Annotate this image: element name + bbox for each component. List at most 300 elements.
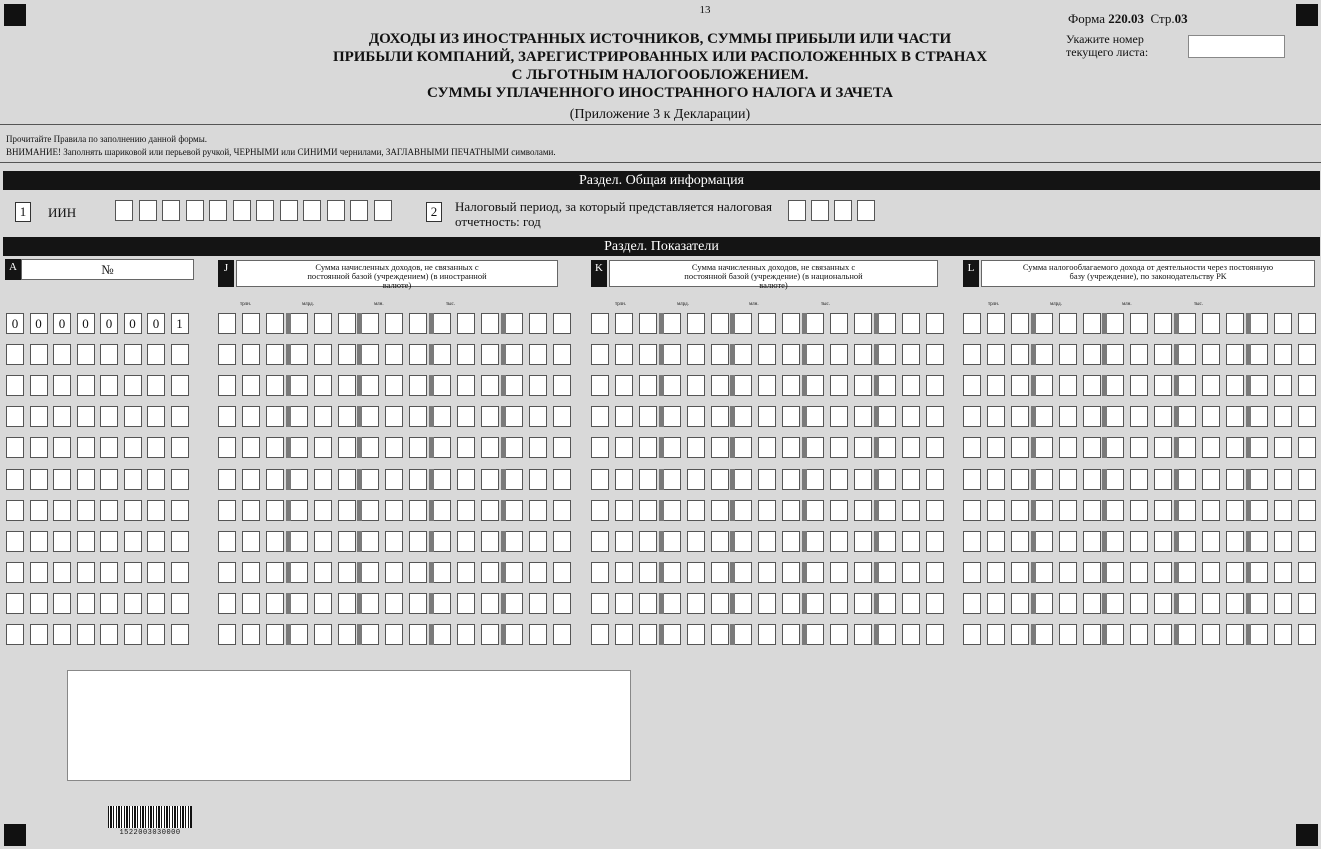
row-number-cell[interactable] [6,344,24,365]
taxable-income-cell[interactable] [1298,406,1316,427]
amount-national-currency-cell[interactable] [806,406,824,427]
row-number-cell[interactable] [6,375,24,396]
amount-national-currency-cell[interactable] [711,531,729,552]
iin-digit-cell[interactable] [280,200,298,221]
amount-national-currency-cell[interactable] [758,375,776,396]
amount-foreign-currency-cell[interactable] [218,593,236,614]
row-number-cell[interactable] [30,624,48,645]
taxable-income-cell[interactable] [963,469,981,490]
amount-national-currency-cell[interactable] [758,531,776,552]
taxable-income-cell[interactable] [1274,562,1292,583]
amount-national-currency-cell[interactable] [782,437,800,458]
amount-foreign-currency-cell[interactable] [433,313,451,334]
amount-national-currency-cell[interactable] [854,437,872,458]
amount-foreign-currency-cell[interactable] [481,375,499,396]
row-number-cell[interactable] [171,469,189,490]
row-number-cell[interactable] [53,562,71,583]
taxable-income-cell[interactable] [1274,624,1292,645]
taxable-income-cell[interactable] [1178,313,1196,334]
row-number-cell[interactable] [6,500,24,521]
amount-foreign-currency-cell[interactable] [314,406,332,427]
amount-national-currency-cell[interactable] [591,344,609,365]
amount-foreign-currency-cell[interactable] [290,344,308,365]
amount-national-currency-cell[interactable] [902,624,920,645]
taxable-income-cell[interactable] [1298,500,1316,521]
amount-national-currency-cell[interactable] [854,344,872,365]
amount-foreign-currency-cell[interactable] [553,469,571,490]
amount-national-currency-cell[interactable] [615,562,633,583]
amount-foreign-currency-cell[interactable] [553,593,571,614]
amount-foreign-currency-cell[interactable] [505,469,523,490]
amount-national-currency-cell[interactable] [591,531,609,552]
taxable-income-cell[interactable] [1059,437,1077,458]
amount-foreign-currency-cell[interactable] [266,469,284,490]
amount-foreign-currency-cell[interactable] [314,437,332,458]
iin-digit-cell[interactable] [162,200,180,221]
amount-national-currency-cell[interactable] [878,313,896,334]
row-number-cell[interactable] [30,500,48,521]
amount-foreign-currency-cell[interactable] [553,437,571,458]
taxable-income-cell[interactable] [1202,531,1220,552]
amount-national-currency-cell[interactable] [591,313,609,334]
amount-national-currency-cell[interactable] [902,406,920,427]
amount-national-currency-cell[interactable] [734,437,752,458]
taxable-income-cell[interactable] [963,406,981,427]
amount-national-currency-cell[interactable] [687,344,705,365]
amount-foreign-currency-cell[interactable] [409,500,427,521]
taxable-income-cell[interactable] [1298,624,1316,645]
taxable-income-cell[interactable] [1130,375,1148,396]
amount-foreign-currency-cell[interactable] [409,531,427,552]
amount-national-currency-cell[interactable] [926,313,944,334]
amount-foreign-currency-cell[interactable] [433,406,451,427]
taxable-income-cell[interactable] [1011,406,1029,427]
taxable-income-cell[interactable] [1250,562,1268,583]
taxable-income-cell[interactable] [1298,593,1316,614]
amount-foreign-currency-cell[interactable] [361,437,379,458]
amount-foreign-currency-cell[interactable] [338,562,356,583]
taxable-income-cell[interactable] [963,593,981,614]
taxable-income-cell[interactable] [1130,500,1148,521]
amount-national-currency-cell[interactable] [854,624,872,645]
amount-national-currency-cell[interactable] [734,531,752,552]
amount-national-currency-cell[interactable] [615,344,633,365]
taxable-income-cell[interactable] [1178,406,1196,427]
amount-foreign-currency-cell[interactable] [505,375,523,396]
amount-foreign-currency-cell[interactable] [433,562,451,583]
amount-foreign-currency-cell[interactable] [409,624,427,645]
row-number-cell[interactable] [171,562,189,583]
amount-foreign-currency-cell[interactable] [266,375,284,396]
amount-national-currency-cell[interactable] [806,437,824,458]
amount-foreign-currency-cell[interactable] [481,624,499,645]
row-number-cell[interactable] [30,375,48,396]
amount-national-currency-cell[interactable] [663,406,681,427]
amount-national-currency-cell[interactable] [591,469,609,490]
amount-foreign-currency-cell[interactable] [290,469,308,490]
taxable-income-cell[interactable] [1083,469,1101,490]
taxable-income-cell[interactable] [1130,593,1148,614]
amount-national-currency-cell[interactable] [926,469,944,490]
row-number-cell[interactable] [77,469,95,490]
amount-national-currency-cell[interactable] [711,406,729,427]
taxable-income-cell[interactable] [1130,437,1148,458]
taxable-income-cell[interactable] [1178,624,1196,645]
amount-foreign-currency-cell[interactable] [218,313,236,334]
row-number-cell[interactable] [53,375,71,396]
taxable-income-cell[interactable] [1154,531,1172,552]
row-number-cell[interactable] [124,406,142,427]
amount-foreign-currency-cell[interactable] [553,500,571,521]
row-number-cell[interactable] [30,593,48,614]
taxable-income-cell[interactable] [1154,624,1172,645]
taxable-income-cell[interactable] [1011,344,1029,365]
amount-national-currency-cell[interactable] [806,531,824,552]
taxable-income-cell[interactable] [1202,562,1220,583]
iin-digit-cell[interactable] [303,200,321,221]
amount-national-currency-cell[interactable] [830,344,848,365]
amount-foreign-currency-cell[interactable] [457,406,475,427]
taxable-income-cell[interactable] [963,344,981,365]
row-number-cell[interactable] [124,469,142,490]
taxable-income-cell[interactable] [1154,469,1172,490]
taxable-income-cell[interactable] [1011,624,1029,645]
amount-foreign-currency-cell[interactable] [409,313,427,334]
taxable-income-cell[interactable] [1106,344,1124,365]
amount-foreign-currency-cell[interactable] [314,531,332,552]
amount-foreign-currency-cell[interactable] [481,531,499,552]
amount-national-currency-cell[interactable] [711,593,729,614]
amount-foreign-currency-cell[interactable] [457,500,475,521]
amount-national-currency-cell[interactable] [806,562,824,583]
amount-foreign-currency-cell[interactable] [242,437,260,458]
taxable-income-cell[interactable] [1083,344,1101,365]
taxable-income-cell[interactable] [987,437,1005,458]
amount-national-currency-cell[interactable] [926,500,944,521]
tax-year-digit-cell[interactable] [834,200,852,221]
amount-national-currency-cell[interactable] [758,500,776,521]
notes-box[interactable] [67,670,631,781]
amount-national-currency-cell[interactable] [806,500,824,521]
row-number-cell[interactable] [124,500,142,521]
amount-foreign-currency-cell[interactable] [481,469,499,490]
amount-foreign-currency-cell[interactable] [409,344,427,365]
row-number-cell[interactable]: 1 [171,313,189,334]
amount-national-currency-cell[interactable] [639,624,657,645]
taxable-income-cell[interactable] [1130,406,1148,427]
row-number-cell[interactable] [171,406,189,427]
amount-foreign-currency-cell[interactable] [242,562,260,583]
amount-national-currency-cell[interactable] [687,562,705,583]
taxable-income-cell[interactable] [1154,562,1172,583]
row-number-cell[interactable] [53,469,71,490]
taxable-income-cell[interactable] [1035,500,1053,521]
taxable-income-cell[interactable] [1250,313,1268,334]
amount-national-currency-cell[interactable] [591,562,609,583]
amount-foreign-currency-cell[interactable] [266,593,284,614]
amount-national-currency-cell[interactable] [663,375,681,396]
amount-national-currency-cell[interactable] [926,593,944,614]
row-number-cell[interactable] [53,344,71,365]
amount-national-currency-cell[interactable] [758,469,776,490]
taxable-income-cell[interactable] [1011,313,1029,334]
row-number-cell[interactable] [100,500,118,521]
amount-national-currency-cell[interactable] [615,531,633,552]
amount-national-currency-cell[interactable] [663,313,681,334]
amount-foreign-currency-cell[interactable] [481,313,499,334]
amount-foreign-currency-cell[interactable] [338,437,356,458]
amount-national-currency-cell[interactable] [926,375,944,396]
taxable-income-cell[interactable] [1083,375,1101,396]
taxable-income-cell[interactable] [1178,593,1196,614]
amount-national-currency-cell[interactable] [830,531,848,552]
amount-national-currency-cell[interactable] [806,624,824,645]
amount-foreign-currency-cell[interactable] [290,406,308,427]
amount-national-currency-cell[interactable] [734,562,752,583]
row-number-cell[interactable] [147,562,165,583]
amount-national-currency-cell[interactable] [878,375,896,396]
amount-national-currency-cell[interactable] [711,313,729,334]
amount-foreign-currency-cell[interactable] [385,344,403,365]
taxable-income-cell[interactable] [987,593,1005,614]
taxable-income-cell[interactable] [1083,593,1101,614]
taxable-income-cell[interactable] [1250,593,1268,614]
amount-national-currency-cell[interactable] [878,344,896,365]
amount-national-currency-cell[interactable] [926,344,944,365]
taxable-income-cell[interactable] [1106,593,1124,614]
taxable-income-cell[interactable] [1274,313,1292,334]
taxable-income-cell[interactable] [987,500,1005,521]
row-number-cell[interactable] [53,406,71,427]
amount-foreign-currency-cell[interactable] [338,469,356,490]
amount-national-currency-cell[interactable] [591,375,609,396]
amount-foreign-currency-cell[interactable] [385,437,403,458]
taxable-income-cell[interactable] [1274,531,1292,552]
amount-national-currency-cell[interactable] [854,375,872,396]
row-number-cell[interactable]: 0 [30,313,48,334]
taxable-income-cell[interactable] [1178,469,1196,490]
amount-national-currency-cell[interactable] [687,593,705,614]
row-number-cell[interactable] [100,531,118,552]
taxable-income-cell[interactable] [1154,593,1172,614]
amount-foreign-currency-cell[interactable] [385,593,403,614]
amount-national-currency-cell[interactable] [615,624,633,645]
amount-national-currency-cell[interactable] [854,469,872,490]
amount-foreign-currency-cell[interactable] [433,593,451,614]
taxable-income-cell[interactable] [1154,406,1172,427]
taxable-income-cell[interactable] [1083,406,1101,427]
amount-foreign-currency-cell[interactable] [290,562,308,583]
amount-foreign-currency-cell[interactable] [361,313,379,334]
taxable-income-cell[interactable] [1202,500,1220,521]
amount-foreign-currency-cell[interactable] [553,406,571,427]
taxable-income-cell[interactable] [963,437,981,458]
amount-foreign-currency-cell[interactable] [361,469,379,490]
amount-foreign-currency-cell[interactable] [242,344,260,365]
amount-national-currency-cell[interactable] [926,562,944,583]
amount-foreign-currency-cell[interactable] [433,344,451,365]
row-number-cell[interactable] [100,593,118,614]
amount-foreign-currency-cell[interactable] [361,375,379,396]
taxable-income-cell[interactable] [1154,375,1172,396]
amount-national-currency-cell[interactable] [711,469,729,490]
amount-foreign-currency-cell[interactable] [409,437,427,458]
amount-national-currency-cell[interactable] [902,469,920,490]
amount-national-currency-cell[interactable] [663,531,681,552]
amount-national-currency-cell[interactable] [758,437,776,458]
taxable-income-cell[interactable] [1035,469,1053,490]
iin-digit-cell[interactable] [374,200,392,221]
taxable-income-cell[interactable] [1202,313,1220,334]
row-number-cell[interactable] [124,344,142,365]
taxable-income-cell[interactable] [1011,593,1029,614]
amount-foreign-currency-cell[interactable] [553,562,571,583]
amount-national-currency-cell[interactable] [639,593,657,614]
row-number-cell[interactable] [6,437,24,458]
amount-foreign-currency-cell[interactable] [433,500,451,521]
row-number-cell[interactable] [100,437,118,458]
amount-foreign-currency-cell[interactable] [385,500,403,521]
amount-national-currency-cell[interactable] [830,437,848,458]
row-number-cell[interactable] [147,469,165,490]
amount-national-currency-cell[interactable] [758,624,776,645]
taxable-income-cell[interactable] [1130,344,1148,365]
amount-foreign-currency-cell[interactable] [218,437,236,458]
amount-national-currency-cell[interactable] [854,500,872,521]
taxable-income-cell[interactable] [1106,531,1124,552]
row-number-cell[interactable] [30,562,48,583]
row-number-cell[interactable] [77,437,95,458]
taxable-income-cell[interactable] [1035,531,1053,552]
taxable-income-cell[interactable] [987,562,1005,583]
taxable-income-cell[interactable] [1178,531,1196,552]
taxable-income-cell[interactable] [1274,593,1292,614]
amount-foreign-currency-cell[interactable] [433,469,451,490]
tax-year-digit-cell[interactable] [857,200,875,221]
amount-foreign-currency-cell[interactable] [433,624,451,645]
amount-foreign-currency-cell[interactable] [338,593,356,614]
taxable-income-cell[interactable] [1226,406,1244,427]
amount-foreign-currency-cell[interactable] [218,624,236,645]
amount-foreign-currency-cell[interactable] [457,593,475,614]
amount-foreign-currency-cell[interactable] [361,624,379,645]
taxable-income-cell[interactable] [1274,375,1292,396]
amount-foreign-currency-cell[interactable] [218,531,236,552]
amount-national-currency-cell[interactable] [734,375,752,396]
taxable-income-cell[interactable] [1106,313,1124,334]
row-number-cell[interactable] [6,531,24,552]
amount-national-currency-cell[interactable] [926,406,944,427]
amount-foreign-currency-cell[interactable] [314,562,332,583]
amount-national-currency-cell[interactable] [591,437,609,458]
taxable-income-cell[interactable] [1226,344,1244,365]
amount-foreign-currency-cell[interactable] [457,344,475,365]
taxable-income-cell[interactable] [963,313,981,334]
amount-foreign-currency-cell[interactable] [481,344,499,365]
amount-foreign-currency-cell[interactable] [553,375,571,396]
row-number-cell[interactable] [77,593,95,614]
taxable-income-cell[interactable] [987,375,1005,396]
amount-foreign-currency-cell[interactable] [385,375,403,396]
iin-digit-cell[interactable] [233,200,251,221]
amount-foreign-currency-cell[interactable] [529,562,547,583]
taxable-income-cell[interactable] [963,624,981,645]
iin-digit-cell[interactable] [327,200,345,221]
amount-foreign-currency-cell[interactable] [385,313,403,334]
row-number-cell[interactable] [124,624,142,645]
amount-national-currency-cell[interactable] [830,624,848,645]
amount-national-currency-cell[interactable] [854,593,872,614]
amount-national-currency-cell[interactable] [687,437,705,458]
taxable-income-cell[interactable] [1202,593,1220,614]
iin-digit-cell[interactable] [256,200,274,221]
amount-national-currency-cell[interactable] [902,500,920,521]
taxable-income-cell[interactable] [1202,375,1220,396]
amount-national-currency-cell[interactable] [734,469,752,490]
taxable-income-cell[interactable] [1083,500,1101,521]
amount-foreign-currency-cell[interactable] [505,344,523,365]
taxable-income-cell[interactable] [1154,500,1172,521]
amount-national-currency-cell[interactable] [615,437,633,458]
amount-national-currency-cell[interactable] [663,562,681,583]
amount-foreign-currency-cell[interactable] [553,624,571,645]
amount-foreign-currency-cell[interactable] [242,406,260,427]
taxable-income-cell[interactable] [1226,562,1244,583]
taxable-income-cell[interactable] [1059,313,1077,334]
amount-foreign-currency-cell[interactable] [338,375,356,396]
amount-foreign-currency-cell[interactable] [481,562,499,583]
amount-national-currency-cell[interactable] [615,406,633,427]
amount-foreign-currency-cell[interactable] [529,500,547,521]
taxable-income-cell[interactable] [1059,624,1077,645]
amount-foreign-currency-cell[interactable] [266,313,284,334]
taxable-income-cell[interactable] [1035,406,1053,427]
amount-national-currency-cell[interactable] [663,469,681,490]
amount-foreign-currency-cell[interactable] [290,531,308,552]
tax-year-digit-cell[interactable] [811,200,829,221]
row-number-cell[interactable] [171,375,189,396]
amount-foreign-currency-cell[interactable] [529,375,547,396]
amount-national-currency-cell[interactable] [854,406,872,427]
taxable-income-cell[interactable] [1154,437,1172,458]
row-number-cell[interactable]: 0 [147,313,165,334]
taxable-income-cell[interactable] [1202,344,1220,365]
amount-national-currency-cell[interactable] [782,344,800,365]
row-number-cell[interactable] [30,469,48,490]
amount-national-currency-cell[interactable] [854,531,872,552]
amount-national-currency-cell[interactable] [902,313,920,334]
amount-foreign-currency-cell[interactable] [457,624,475,645]
taxable-income-cell[interactable] [1130,562,1148,583]
taxable-income-cell[interactable] [1250,624,1268,645]
taxable-income-cell[interactable] [1178,375,1196,396]
amount-national-currency-cell[interactable] [591,500,609,521]
row-number-cell[interactable] [30,344,48,365]
amount-foreign-currency-cell[interactable] [361,531,379,552]
amount-national-currency-cell[interactable] [902,562,920,583]
amount-foreign-currency-cell[interactable] [553,531,571,552]
taxable-income-cell[interactable] [987,469,1005,490]
amount-foreign-currency-cell[interactable] [290,624,308,645]
amount-national-currency-cell[interactable] [687,375,705,396]
amount-foreign-currency-cell[interactable] [266,437,284,458]
amount-national-currency-cell[interactable] [902,344,920,365]
taxable-income-cell[interactable] [987,531,1005,552]
taxable-income-cell[interactable] [1106,500,1124,521]
amount-foreign-currency-cell[interactable] [338,406,356,427]
amount-foreign-currency-cell[interactable] [290,500,308,521]
row-number-cell[interactable] [77,562,95,583]
